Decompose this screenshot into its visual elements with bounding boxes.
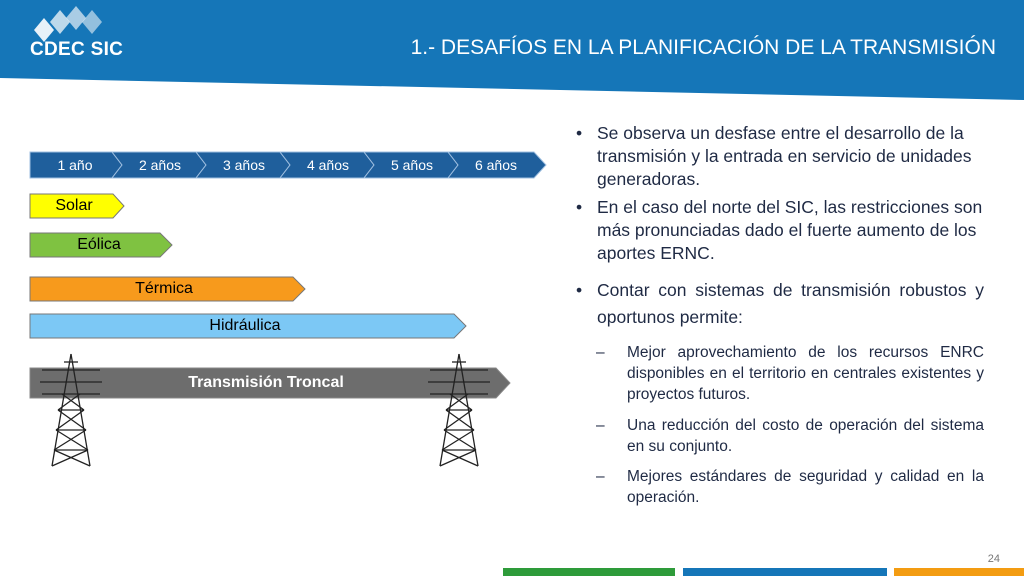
year-label-4: 4 años bbox=[306, 157, 350, 173]
year-label-3: 3 años bbox=[222, 157, 266, 173]
year-label-1: 1 año bbox=[57, 157, 93, 173]
footer-stripe-orange bbox=[894, 568, 1024, 576]
bullet-text: Contar con sistemas de transmisión robustos y oportunos permite: bbox=[597, 280, 984, 327]
year-label-6: 6 años bbox=[474, 157, 518, 173]
sub-bullet-item bbox=[576, 342, 984, 405]
logo-text: CDEC SIC bbox=[30, 39, 124, 60]
bullet-dot-icon: • bbox=[576, 197, 583, 217]
footer-stripe-blue bbox=[683, 568, 887, 576]
dash-icon: – bbox=[596, 417, 605, 434]
sub-bullet-text: Una reducción del costo de operación del sistema en su conjunto. bbox=[627, 417, 984, 455]
bullet-item bbox=[576, 277, 984, 331]
sub-bullet-text: Mejores estándares de seguridad y calidad en la operación. bbox=[627, 468, 984, 506]
year-label-2: 2 años bbox=[138, 157, 182, 173]
bullet-text: Se observa un desfase entre el desarrollo de la transmisión y la entrada en servicio de unidades generadoras. bbox=[597, 123, 972, 189]
bullet-item bbox=[576, 122, 984, 191]
footer-stripes bbox=[0, 568, 1024, 576]
footer-stripe-green bbox=[503, 568, 675, 576]
bullet-item bbox=[576, 196, 984, 265]
hidraulica-label: Hidráulica bbox=[209, 317, 281, 334]
page-number: 24 bbox=[987, 553, 1000, 565]
solar-label: Solar bbox=[55, 197, 93, 214]
sub-bullet-item bbox=[576, 466, 984, 508]
bullet-text: En el caso del norte del SIC, las restricciones son más pronunciadas dado el fuerte aumento de los aportes ERNC. bbox=[597, 197, 983, 263]
sub-bullet-text: Mejor aprovechamiento de los recursos ENRC disponibles en el territorio en centrales existentes y proyectos futuros. bbox=[627, 344, 984, 403]
eolica-label: Eólica bbox=[77, 236, 121, 253]
bullet-dot-icon: • bbox=[576, 123, 583, 143]
termica-label: Térmica bbox=[135, 280, 193, 297]
year-label-5: 5 años bbox=[390, 157, 434, 173]
dash-icon: – bbox=[596, 344, 605, 361]
bullet-dot-icon: • bbox=[576, 280, 583, 300]
sub-bullet-item bbox=[576, 415, 984, 457]
transmision-troncal-label: Transmisión Troncal bbox=[188, 374, 344, 391]
dash-icon: – bbox=[596, 468, 605, 485]
slide-title: 1.- DESAFÍOS EN LA PLANIFICACIÓN DE LA TRANSMISIÓN bbox=[410, 36, 996, 59]
